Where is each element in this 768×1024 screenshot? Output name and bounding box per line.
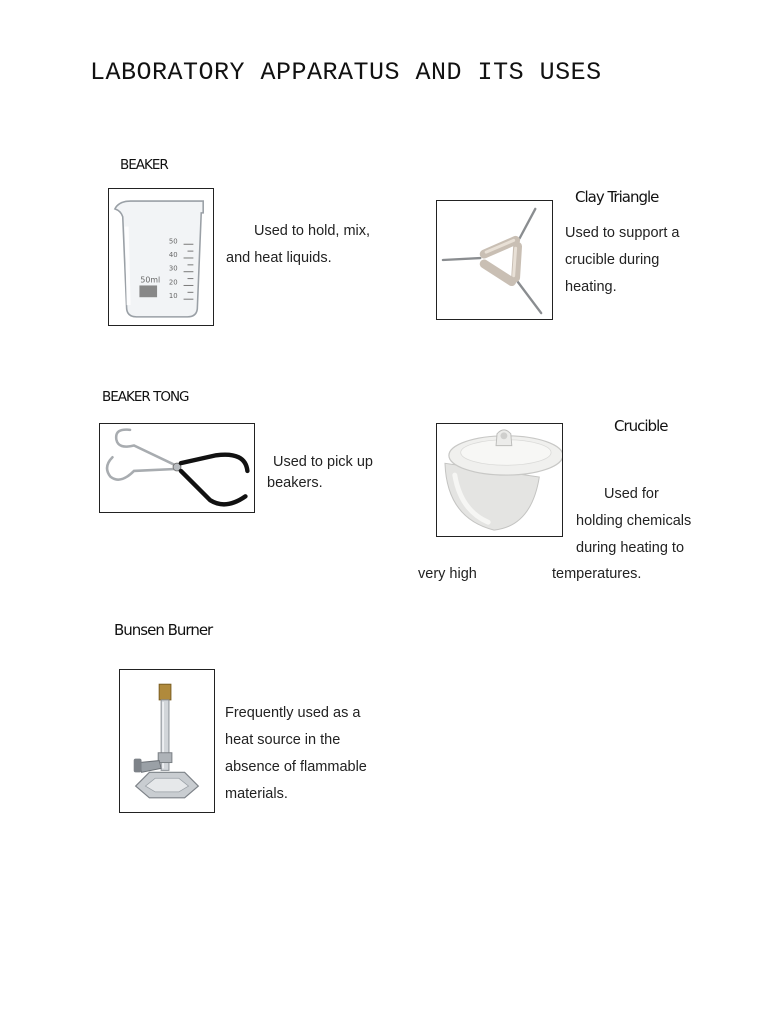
beaker-image xyxy=(108,188,214,326)
crucible-description: Used for holding chemicals during heating to xyxy=(576,486,692,556)
crucible-image xyxy=(436,423,563,537)
beaker-tong-description: Used to pick up beakers. xyxy=(267,454,373,491)
svg-text:20: 20 xyxy=(168,278,178,287)
beaker-tong-image xyxy=(99,423,255,513)
crucible-heading: Crucible xyxy=(614,417,668,435)
svg-text:10: 10 xyxy=(168,292,178,301)
bunsen-burner-heading: Bunsen Burner xyxy=(114,621,213,639)
clay-triangle-description: Used to support a crucible during heating. xyxy=(565,225,680,295)
beaker-tong-heading: BEAKER TONG xyxy=(102,389,189,405)
svg-text:40: 40 xyxy=(168,251,178,259)
crucible-description-tail-left: very high xyxy=(418,566,477,582)
clay-triangle-heading: Clay Triangle xyxy=(575,188,659,206)
crucible-description-tail-right: temperatures. xyxy=(552,566,642,582)
svg-text:30: 30 xyxy=(168,264,178,273)
svg-text:50: 50 xyxy=(168,237,178,246)
bunsen-burner-description: Frequently used as a heat source in the absence of flammable materials. xyxy=(225,705,367,802)
beaker-description: Used to hold, mix, and heat liquids. xyxy=(226,223,371,266)
bunsen-burner-image xyxy=(119,669,215,813)
page-title: LABORATORY APPARATUS AND ITS USES xyxy=(90,58,602,87)
clay-triangle-image xyxy=(436,200,553,320)
beaker-heading: BEAKER xyxy=(120,157,168,173)
svg-text:50ml: 50ml xyxy=(140,275,161,285)
